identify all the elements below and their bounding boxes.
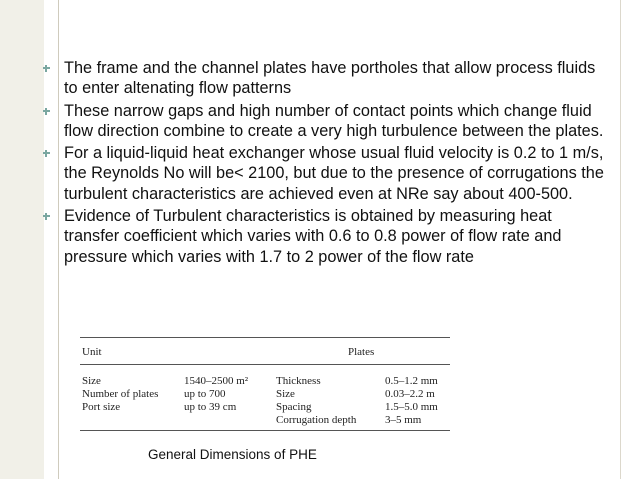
- table-top-rule: [80, 337, 450, 338]
- plus-bullet-icon: [43, 108, 49, 114]
- table-cell: Corrugation depth: [276, 414, 357, 426]
- table-header-rule: [80, 364, 450, 365]
- table-cell: 3–5 mm: [385, 414, 422, 426]
- table-cell: Spacing: [276, 401, 312, 413]
- table-header-unit: Unit: [82, 346, 102, 358]
- bullet-text: For a liquid-liquid heat exchanger whose usual fluid velocity is 0.2 to 1 m/s, the Reynolds No will be< 2100, but due to the presence of corrugations the turbulent characteristics are achieved even at NRe say about 400-500.: [64, 144, 604, 203]
- table-cell: Thickness: [276, 375, 321, 387]
- bullet-item: [40, 101, 610, 142]
- table-cell: Size: [82, 375, 101, 387]
- bullet-item: [40, 58, 610, 99]
- table-header-plates: Plates: [348, 346, 375, 358]
- bullet-item: [40, 143, 610, 204]
- table-cell: 0.03–2.2 m: [385, 388, 435, 400]
- table-cell: up to 39 cm: [184, 401, 237, 413]
- plus-bullet-icon: [43, 213, 49, 219]
- left-decorative-band: [0, 0, 44, 479]
- figure-caption: General Dimensions of PHE: [148, 447, 317, 462]
- bullet-list: [40, 58, 610, 269]
- plus-bullet-icon: [43, 150, 49, 156]
- plate-dimensions-table: [80, 337, 450, 435]
- table-cell: up to 700: [184, 388, 226, 400]
- table-cell: Size: [276, 388, 295, 400]
- bullet-text: These narrow gaps and high number of contact points which change fluid flow direction combine to create a very high turbulence between the plates.: [64, 101, 604, 140]
- bullet-text: The frame and the channel plates have portholes that allow process fluids to enter altenating flow patterns: [64, 59, 596, 98]
- table-cell: 0.5–1.2 mm: [385, 375, 438, 387]
- table-cell: Number of plates: [82, 388, 159, 400]
- table-bottom-rule: [80, 430, 450, 431]
- table-cell: 1.5–5.0 mm: [385, 401, 438, 413]
- right-decorative-line: [620, 0, 621, 479]
- bullet-text: Evidence of Turbulent characteristics is obtained by measuring heat transfer coefficient which varies with 0.6 to 0.8 power of flow rate and pressure which varies with 1.7 to 2 power of the flow rate: [64, 207, 562, 266]
- bullet-item: [40, 206, 610, 267]
- table-cell: Port size: [82, 401, 121, 413]
- table-cell: 1540–2500 m²: [184, 375, 249, 387]
- plus-bullet-icon: [43, 65, 49, 71]
